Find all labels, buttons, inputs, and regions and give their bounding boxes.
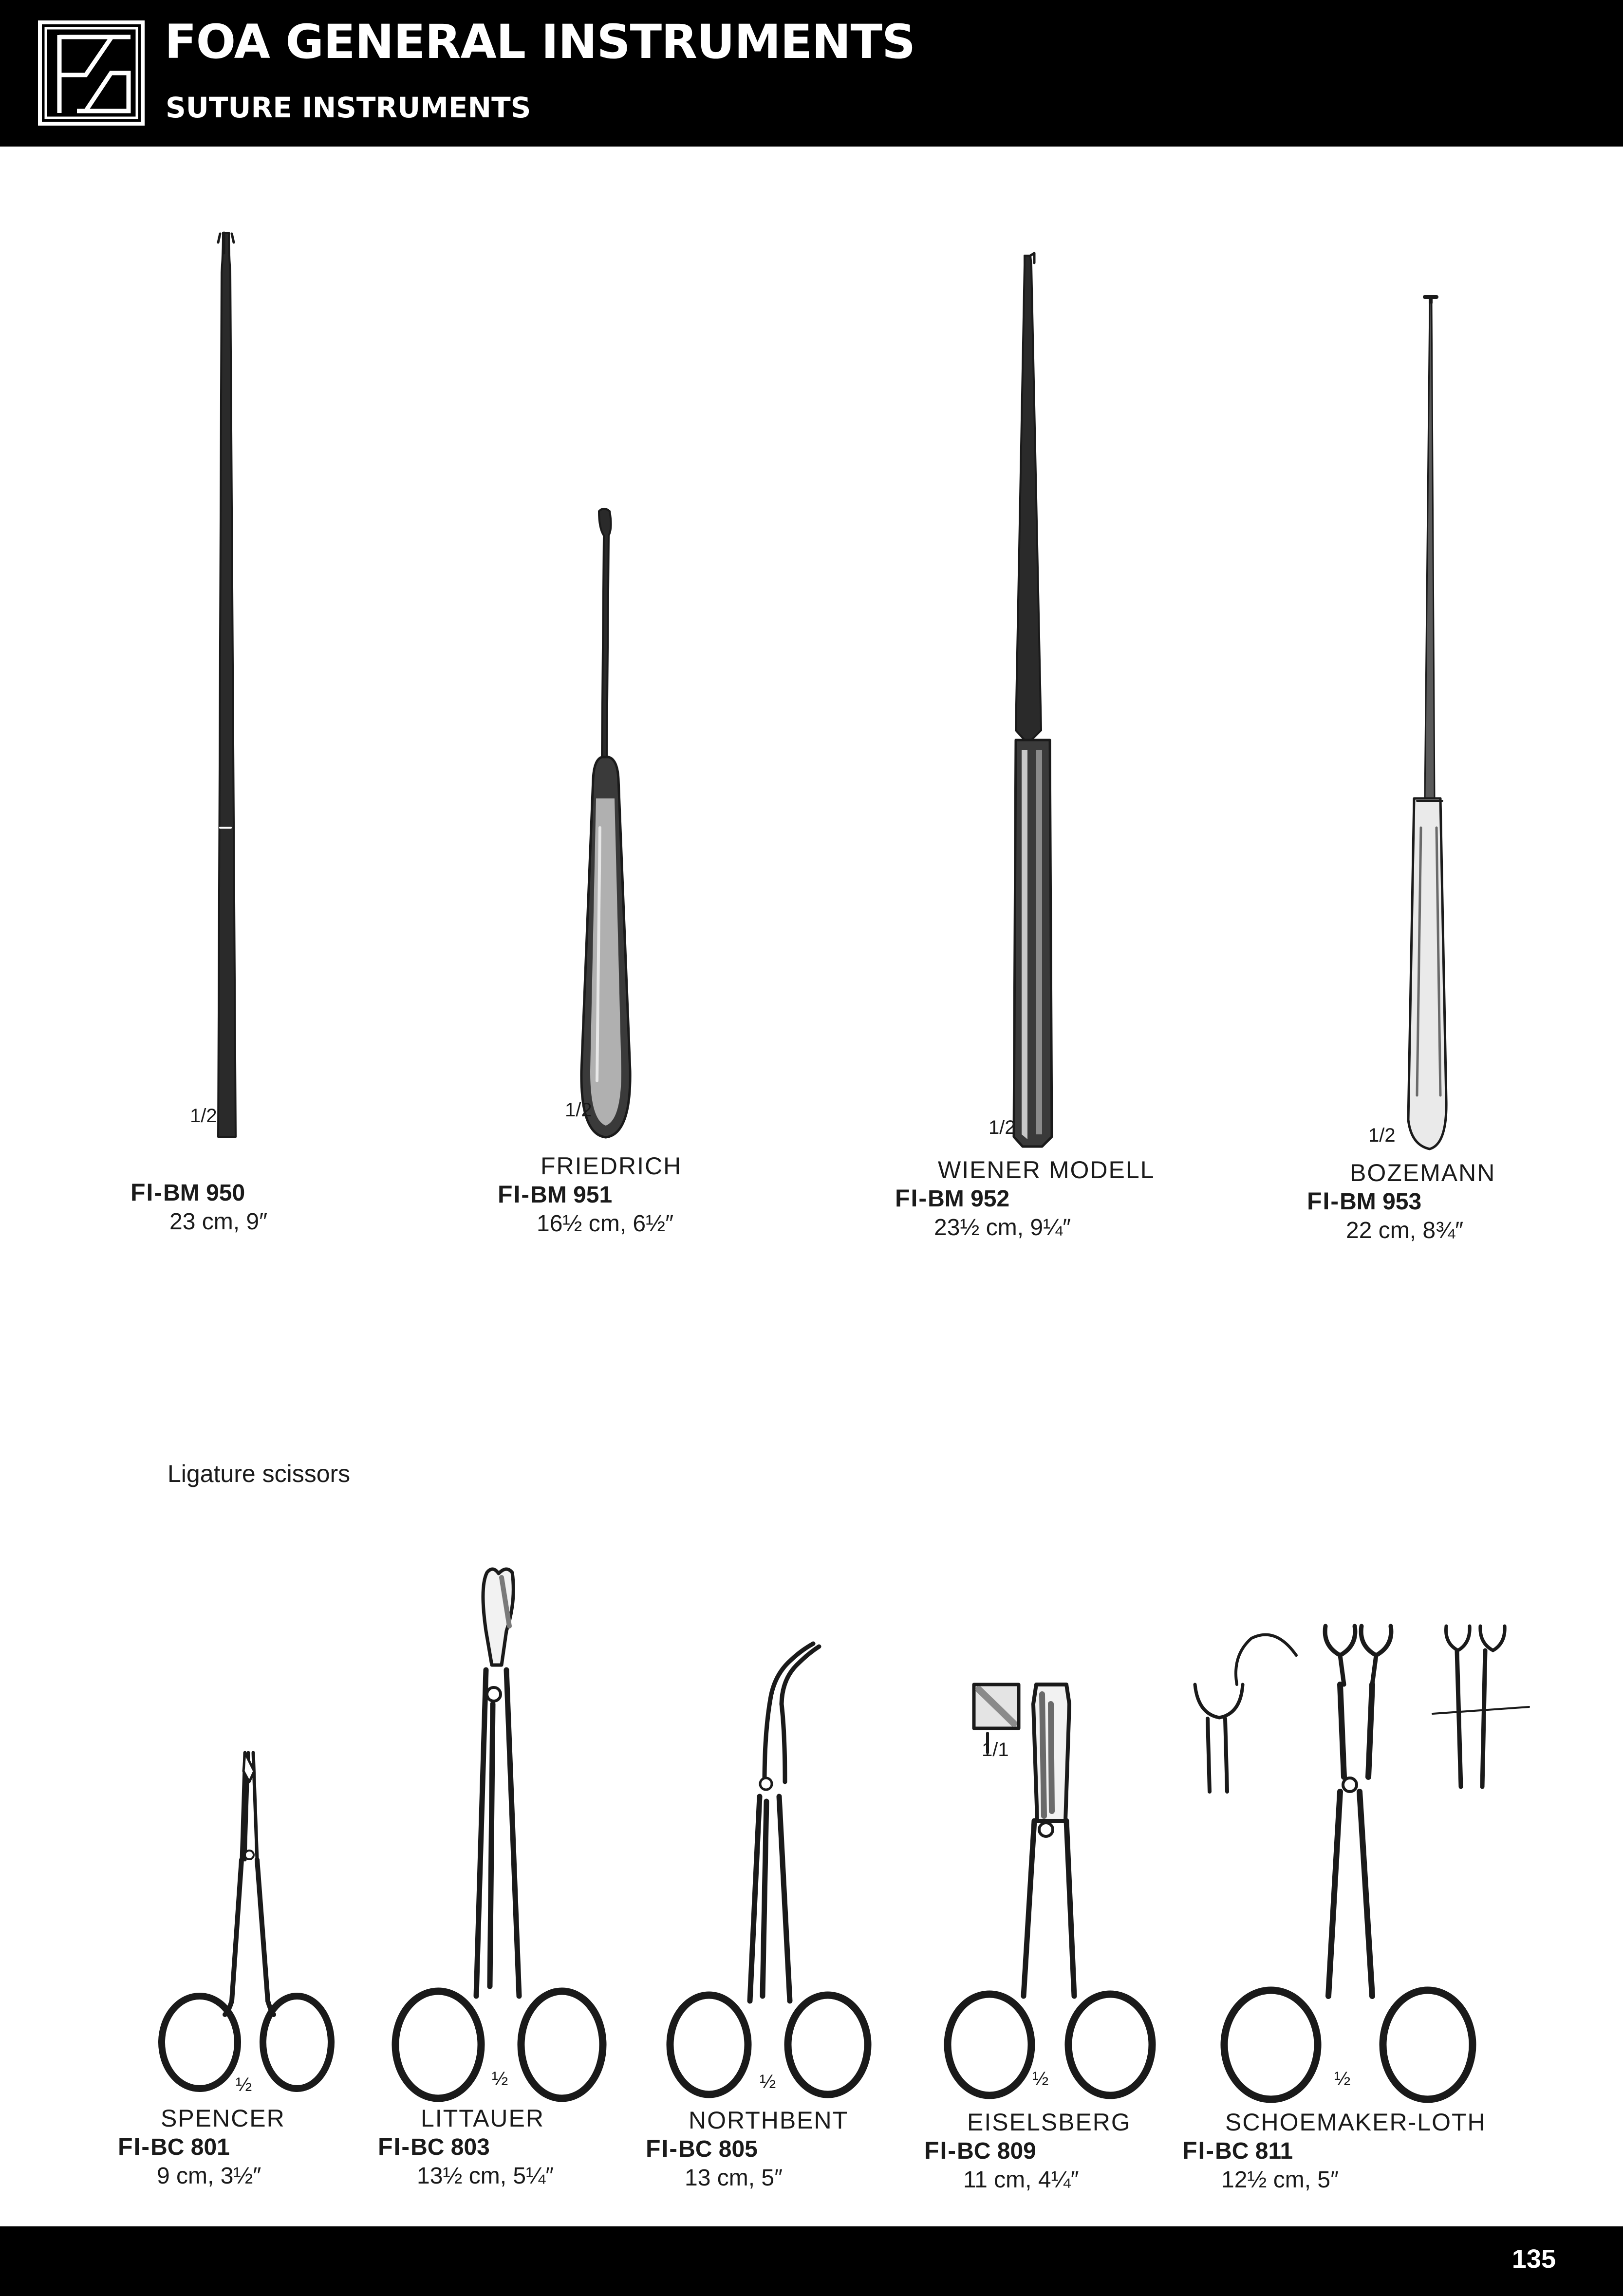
product-code: FI-BC 811 bbox=[1182, 2137, 1293, 2164]
product-caption-bm950 bbox=[131, 1178, 267, 1237]
product-caption-bc803 bbox=[378, 2104, 554, 2191]
product-code: FI-BC 801 bbox=[118, 2133, 230, 2160]
product-size: 23 cm, 9″ bbox=[169, 1209, 268, 1235]
scale-indicator: ½ bbox=[760, 2071, 776, 2092]
scale-indicator: ½ bbox=[236, 2074, 252, 2095]
product-name: LITTAUER bbox=[421, 2105, 544, 2132]
page-footer bbox=[0, 2226, 1623, 2296]
product-caption-bm951 bbox=[498, 1152, 682, 1239]
product-caption-bm953 bbox=[1307, 1159, 1495, 1245]
product-size: 23½ cm, 9¼″ bbox=[934, 1215, 1071, 1241]
product-size: 9 cm, 3½″ bbox=[157, 2163, 261, 2189]
page-number: 135 bbox=[1511, 2244, 1556, 2274]
needle-bm950-illustration bbox=[218, 233, 236, 1137]
product-name: EISELSBERG bbox=[967, 2109, 1131, 2136]
section-heading-ligature-scissors: Ligature scissors bbox=[168, 1460, 351, 1487]
scissors-bc803-illustration bbox=[395, 1569, 603, 2098]
product-caption-bm952 bbox=[895, 1156, 1155, 1242]
product-size: 12½ cm, 5″ bbox=[1221, 2167, 1339, 2193]
product-code: FI-BM 952 bbox=[895, 1185, 1010, 1212]
product-name: BOZEMANN bbox=[1350, 1159, 1496, 1186]
product-size: 16½ cm, 6½″ bbox=[537, 1211, 674, 1237]
product-size: 22 cm, 8¾″ bbox=[1346, 1218, 1464, 1243]
product-size: 13½ cm, 5¼″ bbox=[417, 2163, 554, 2189]
catalog-subtitle: SUTURE INSTRUMENTS bbox=[166, 91, 531, 124]
product-name: WIENER MODELL bbox=[938, 1156, 1155, 1184]
product-code: FI-BC 805 bbox=[646, 2135, 758, 2162]
scale-indicator: ½ bbox=[492, 2068, 508, 2090]
product-name: FRIEDRICH bbox=[541, 1152, 682, 1180]
scale-indicator: 1/2 bbox=[989, 1117, 1016, 1138]
scale-indicator: ½ bbox=[1334, 2068, 1351, 2090]
product-code: FI-BM 950 bbox=[131, 1179, 245, 1206]
product-code: FI-BM 951 bbox=[498, 1181, 613, 1208]
product-code: FI-BC 809 bbox=[924, 2137, 1036, 2164]
scissors-bc811-illustration bbox=[1195, 1626, 1529, 2099]
product-caption-bc809 bbox=[924, 2108, 1131, 2195]
product-name: SPENCER bbox=[161, 2105, 285, 2132]
scale-indicator: 1/2 bbox=[565, 1099, 592, 1121]
product-name: SCHOEMAKER-LOTH bbox=[1225, 2109, 1486, 2136]
product-caption-bc811 bbox=[1182, 2108, 1486, 2195]
detail-scale-indicator: 1/1 bbox=[982, 1739, 1009, 1760]
scissors-bc805-illustration bbox=[670, 1644, 868, 2094]
scissors-bc809-illustration bbox=[948, 1685, 1152, 2095]
product-size: 13 cm, 5″ bbox=[685, 2165, 783, 2191]
product-code: FI-BC 803 bbox=[378, 2133, 490, 2160]
product-caption-bc801 bbox=[118, 2104, 285, 2191]
scale-indicator: 1/2 bbox=[190, 1105, 217, 1127]
product-code: FI-BM 953 bbox=[1307, 1187, 1422, 1215]
catalog-title: FOA GENERAL INSTRUMENTS bbox=[165, 15, 915, 69]
product-caption-bc805 bbox=[646, 2106, 848, 2193]
scale-indicator: ½ bbox=[1032, 2068, 1049, 2090]
product-name: NORTHBENT bbox=[689, 2107, 849, 2134]
scale-indicator: 1/2 bbox=[1368, 1125, 1396, 1146]
scissors-bc801-illustration bbox=[162, 1753, 331, 2089]
needle-bm951-illustration bbox=[581, 509, 630, 1137]
product-size: 11 cm, 4¼″ bbox=[963, 2167, 1079, 2193]
needle-bm952-illustration bbox=[1014, 253, 1052, 1147]
needle-bm953-illustration bbox=[1408, 297, 1446, 1149]
